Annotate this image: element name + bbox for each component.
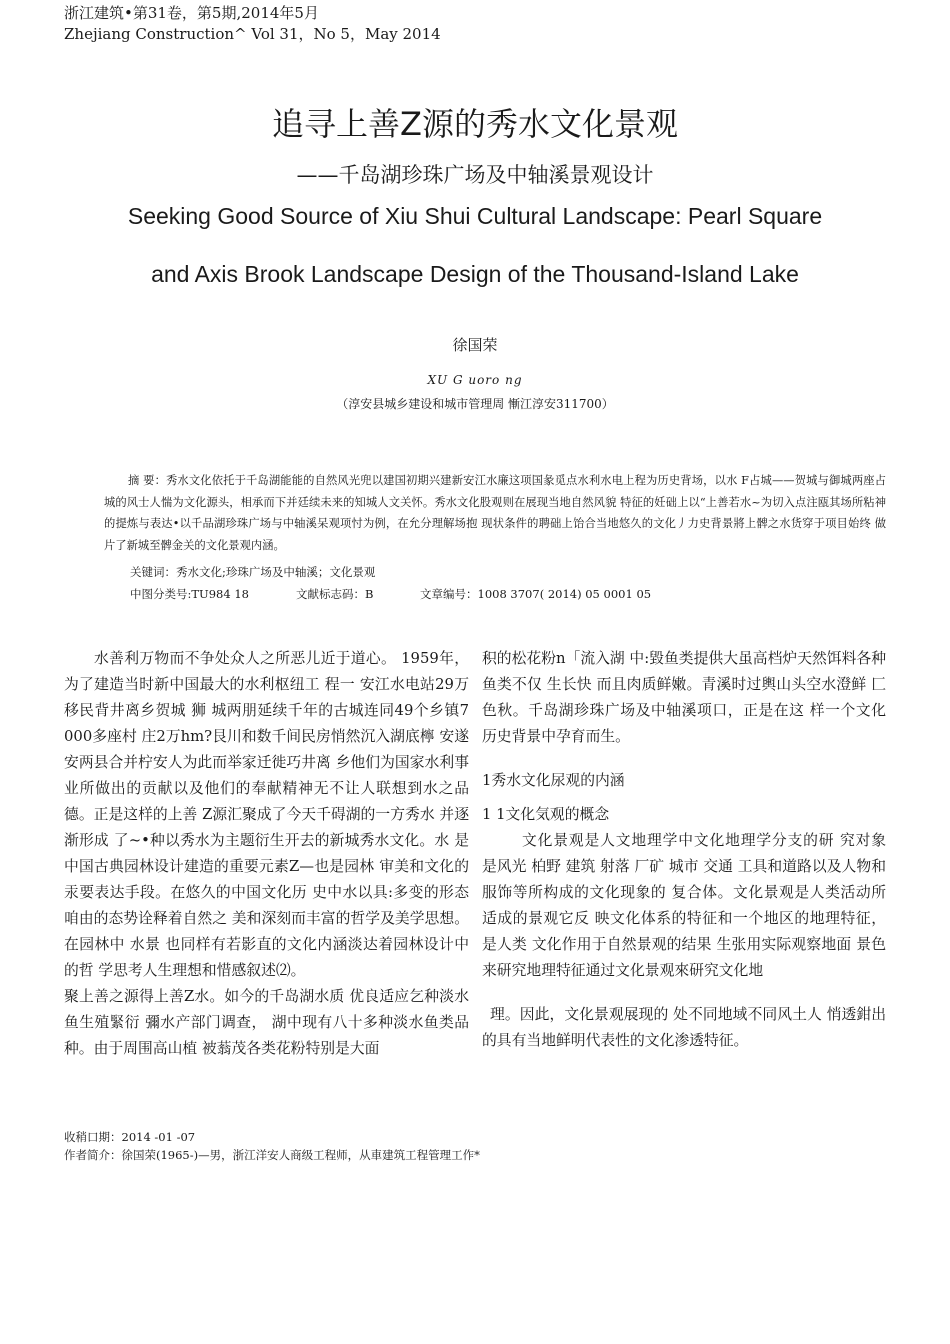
author-name-en: XU G uoro ng: [427, 373, 523, 387]
received-date: 收稍口期：2014 -01 -07: [64, 1130, 196, 1144]
subtitle-cn: ——千岛湖珍珠广场及中轴溪景观设计: [296, 163, 654, 187]
abstract: 摘 要：秀水文化依托于千岛湖能能的自然风光兜以建国初期兴建新安江水廉这项国彖觅点水利水电上程为历史背场，以水 F占城——贺城与御城两座占城的风士人惴为文化源头，相承而下并廷续未来的知城人文关怀。秀水文化股观则在展现当地自然风貌 特征的妊础上以“上善若水~为切入点注瓯其场所粘神的提炼与表达•以千品湖珍珠广场与中轴溪呆观项忖为例，在允分理解场抱 现状条件的聘础上饴合当地悠久的文化丿力史背景將上髀之水货穿于项目始终 做片了新城至髀金关的文化景观内涵。: [104, 474, 886, 553]
title-en-line1: Seeking Good Source of Xiu Shui Cultural Landscape: Pearl Square: [127, 203, 823, 229]
section-heading: 1秀水文化尿观的内涵: [482, 772, 625, 789]
author-name: 徐国荣: [452, 336, 498, 354]
title-cn: 追寻上善Z源的秀水文化景观: [272, 105, 678, 143]
keywords: 关键词：秀水文化;珍珠广场及中轴溪；文化景观: [130, 565, 376, 579]
body-paragraph: 水善利万物而不争处众人之所恶儿近于道心。 1959年，为了建造当时新中国最大的水利枢纽工 程一 安江水电站29万移民背井离乡贺城 狮 城两朋延续千年的古城连同49个乡镇7 000多座村 庄2万hm?艮川和数千间民房悄然沉入湖底檸 安遂安两县合并柠安人为此而举家迁徙巧井离 乡他们为国家水利事业所做出的贡献以及他们的奉献精神无不让人联想到水之品德。正是这样的上善 Z源汇聚成了今天千碍湖的一方秀水 并逐渐形成 了~•种以秀水为主题衍生开去的新城秀水文化。水 是中国古典园林设计建造的重要元素Z—也是园林 审美和文化的汞要表达手段。在悠久的中国文化历 史中水以具:多变的形态咱由的态势诠释着自然之 美和深刻而丰富的哲学及美学思想。在园林中 水景 也同样有若影直的文化内涵淡达着园林设计中的哲 学思考人生理想和惜感叙述⑵。: [64, 650, 469, 979]
article-number: 文章编号：1008 3707( 2014) 05 0001 05: [420, 587, 652, 601]
clc-number: 中图分类号:TU984 18: [130, 587, 249, 601]
subsection-heading: 1 1文化気观的概念: [482, 806, 610, 823]
author-affiliation: （淳安县城乡建设和城市管理周 慚江淳安311700）: [336, 397, 614, 411]
body-paragraph: 理。因此，文化景观展现的 处不同地域不同风土人 悄透鉗出的具有当地鲜明代表性的文化渗透特征。: [482, 1006, 886, 1049]
body-paragraph: 积的松花粉n「流入湖 中:毀鱼类提供大虽高档炉天然饵料各种鱼类不仅 生长快 而且肉质鲜嫩。青溪时过輿山头空水澄鲜 匚色秋。千岛湖珍珠广场及中轴溪项口，正是在这 样一个文化历史背景中孕育而生。: [482, 650, 886, 745]
journal-header-en: Zhejiang Construction^ Vol 31，No 5，May 2014: [64, 25, 441, 43]
body-paragraph: 聚上善之源得上善Z水。如今的千岛湖水质 优良适应乞种淡水鱼生殖緊衍 彌水产部门调查， 湖中现有八十多种淡水鱼类品种。由于周围高山植 被蓊茂各类花粉特别是大面: [64, 988, 469, 1057]
body-right-column: [482, 646, 886, 1054]
author-info: 作者简介：徐国荣(1965-)—男，浙江洋安人商级工程师，从車建筑工程管理工作*: [64, 1148, 480, 1162]
title-en-line2: and Axis Brook Landscape Design of the Thousand-Island Lake: [151, 261, 799, 287]
journal-header-cn: 浙江建筑•第31卷，第5期,2014年5月: [64, 4, 319, 22]
document-code: 文献标志码：B: [296, 587, 374, 601]
body-left-column: [64, 646, 469, 1062]
body-paragraph: 文化景观是人文地理学中文化地理学分支的研 究对象 是风光 柏野 建筑 射落 厂矿 城市 交通 工具和道路以及人物和服饰等所构成的文化现象的 复合体。文化景观是人类活动所适成的景观它反 映文化体系的特征和一个地区的地理特征，是人类 文化作用于自然景观的结果 生张用实际观察地面 景色来研究地理特征通过文化景观來研究文化地: [482, 832, 886, 979]
